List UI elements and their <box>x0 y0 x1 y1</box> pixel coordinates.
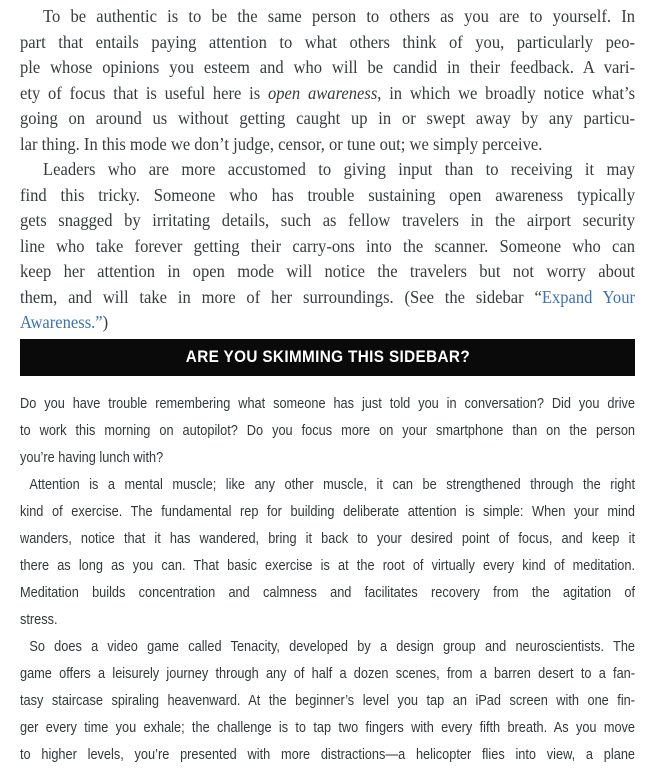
text-span: kind of exercise. The fundamental rep for building deliberate attention is simple: When your mind <box>20 502 636 520</box>
text-line <box>20 106 635 132</box>
text-span: So does a video game called Tenacity, developed by a design group and neuroscientists. The <box>29 637 636 655</box>
text-line <box>20 552 635 579</box>
expand-your-awareness-link[interactable]: Expand Your <box>541 286 636 307</box>
text-span: gets snagged by irritating details, such as fellow travelers in the airport security <box>20 210 636 230</box>
text-span: them, and will take in more of her surroundings. (See the sidebar “ <box>20 286 542 307</box>
main-text <box>20 4 635 336</box>
text-line <box>20 471 635 498</box>
text-span: Leaders who are more accustomed to giving input than to receiving it may <box>43 159 636 179</box>
text-span: to higher levels, you’re presented with more distractions—a helicopter flies into view, a plane <box>20 745 636 763</box>
sidebar-banner-title: ARE YOU SKIMMING THIS SIDEBAR? <box>185 347 470 366</box>
sidebar-body <box>20 390 635 768</box>
text-span: there as long as you can. That basic exercise is at the root of virtually every kind of meditation. <box>20 556 636 574</box>
text-line <box>20 234 635 260</box>
sidebar-banner <box>20 339 635 376</box>
text-span: ger every time you exhale; the challenge is to tap two fingers with every fifth breath. As you move <box>20 718 636 736</box>
text-line <box>20 259 635 285</box>
text-line <box>20 714 635 741</box>
text-line <box>20 687 635 714</box>
emphasis-text: open awareness <box>267 82 378 103</box>
text-line <box>20 498 635 525</box>
text-line <box>20 208 635 234</box>
text-line <box>20 132 635 158</box>
text-line <box>20 633 635 660</box>
expand-your-awareness-link[interactable]: Awareness.” <box>20 312 103 332</box>
text-line <box>20 741 635 768</box>
text-span: stress. <box>20 610 58 628</box>
text-line <box>20 417 635 444</box>
text-line <box>20 285 635 311</box>
text-line <box>20 183 635 209</box>
text-span: to work this morning on autopilot? Do you focus more on your smartphone than on the person <box>20 421 636 439</box>
text-span: game offers a leisurely journey through any of half a dozen scenes, from a barren desert to a fan- <box>20 664 636 682</box>
text-span: line who take forever getting their carry-ons into the scanner. Someone who can <box>20 235 636 256</box>
text-span: keep her attention in open mode will notice the travelers but not worry about <box>20 261 636 281</box>
text-line <box>20 310 635 336</box>
text-line <box>20 579 635 606</box>
text-line <box>20 390 635 417</box>
text-span: part that entails paying attention to what others think of you, particularly peo- <box>20 31 636 52</box>
text-line <box>20 55 635 81</box>
text-line <box>20 30 635 56</box>
text-span: ple whose opinions you esteem and who will be candid in their feedback. A vari- <box>20 57 636 77</box>
text-span: , in which we broadly notice what’s <box>377 82 636 103</box>
text-line <box>20 660 635 687</box>
text-span: Attention is a mental muscle; like any other muscle, it can be strengthened through the right <box>29 475 636 493</box>
text-span: Meditation builds concentration and calmness and facilitates recovery from the agitation of <box>20 583 636 601</box>
text-span: tasy staircase spiraling heavenward. At the beginner’s level you tap an iPad screen with one fin- <box>20 691 636 709</box>
text-span: ) <box>102 312 109 332</box>
text-line <box>20 525 635 552</box>
text-span: wanders, notice that it has wandered, bring it back to your desired point of focus, and keep it <box>20 529 636 547</box>
text-span: going on around us without getting caught up in or swept away by any particu- <box>20 108 636 128</box>
text-span: To be authentic is to be the same person to others as you are to yourself. In <box>43 6 636 26</box>
text-span: you’re having lunch with? <box>20 448 164 466</box>
text-span: lar thing. In this mode we don’t judge, censor, or tune out; we simply perceive. <box>20 133 543 154</box>
text-line <box>20 4 635 30</box>
text-line <box>20 444 635 471</box>
text-line <box>20 157 635 183</box>
text-line <box>20 81 635 107</box>
text-span: Do you have trouble remembering what someone has just told you in conversation? Did you drive <box>20 394 636 412</box>
text-span: ety of focus that is useful here is <box>20 82 268 103</box>
text-span: find this tricky. Someone who has trouble sustaining open awareness typically <box>20 184 636 205</box>
text-line <box>20 606 635 633</box>
